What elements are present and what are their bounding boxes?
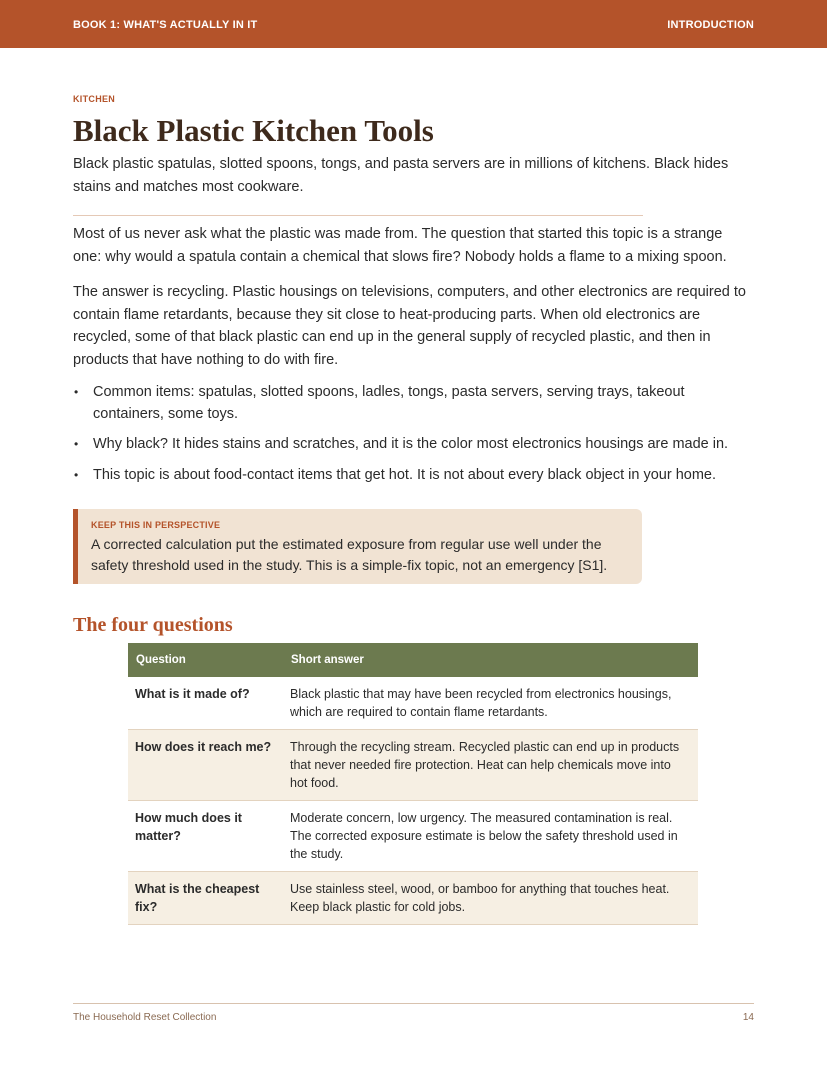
answer-cell: Use stainless steel, wood, or bamboo for anything that touches heat. Keep black plastic for cold jobs. [283,872,698,925]
body-paragraph: Most of us never ask what the plastic was made from. The question that started this topic is a strange one: why would a spatula contain a chemical that slows fire? Nobody holds a flame to a mixing spoon. [73,226,727,265]
question-cell: How much does it matter? [128,801,283,872]
footer-collection-name: The Household Reset Collection [73,1012,217,1023]
table-row [128,801,698,872]
table-header-row [128,643,698,677]
lede-paragraph: Black plastic spatulas, slotted spoons, tongs, and pasta servers are in millions of kitchens. Black hides stains and matches most cookware. [73,156,729,195]
list-item [73,433,754,455]
callout-text: A corrected calculation put the estimated exposure from regular use well under the safety threshold used in the study. This is a simple-fix topic, not an emergency [S1]. [91,536,608,573]
callout-label: KEEP THIS IN PERSPECTIVE [91,520,221,530]
body-paragraph: The answer is recycling. Plastic housings on televisions, computers, and other electronics are required to contain flame retardants, because they sit close to heat-producing parts. When old electronics are recycled, some of that black plastic can end up in the general supply of recycled plastic, and then in products that have nothing to do with fire. [73,284,746,368]
list-item [73,464,754,486]
column-header-answer: Short answer [283,643,698,677]
table-row [128,677,698,730]
section-heading: The four questions [73,614,233,636]
section-name: INTRODUCTION [667,19,754,31]
question-cell: What is the cheapest fix? [128,872,283,925]
divider [73,215,643,216]
answer-cell: Moderate concern, low urgency. The measured contamination is real. The corrected exposure estimate is below the safety threshold used in the study. [283,801,698,872]
bullet-icon: • [74,437,79,451]
list-item-text: Why black? It hides stains and scratches, and it is the color most electronics housings are made in. [93,436,729,452]
question-cell: What is it made of? [128,677,283,730]
bullet-icon: • [74,385,79,399]
running-header [0,0,827,48]
list-item-text: Common items: spatulas, slotted spoons, ladles, tongs, pasta servers, serving trays, takeout containers, some toys. [93,384,685,422]
answer-cell: Black plastic that may have been recycled from electronics housings, which are required to contain flame retardants. [283,677,698,730]
answer-cell: Through the recycling stream. Recycled plastic can end up in products that never needed fire protection. Heat can help chemicals move into hot food. [283,730,698,801]
footer-divider [73,1003,754,1004]
list-item-text: This topic is about food-contact items that get hot. It is not about every black object in your home. [93,467,717,483]
column-header-question: Question [128,643,283,677]
bullet-list [73,381,754,486]
table-row [128,730,698,801]
category-kicker: KITCHEN [73,94,116,104]
perspective-callout [73,509,642,584]
list-item [73,381,754,422]
questions-table [128,643,698,925]
bullet-icon: • [74,468,79,482]
book-title: BOOK 1: WHAT'S ACTUALLY IN IT [73,19,258,31]
question-cell: How does it reach me? [128,730,283,801]
page-number: 14 [742,1012,754,1023]
page-title: Black Plastic Kitchen Tools [73,113,434,148]
table-row [128,872,698,925]
